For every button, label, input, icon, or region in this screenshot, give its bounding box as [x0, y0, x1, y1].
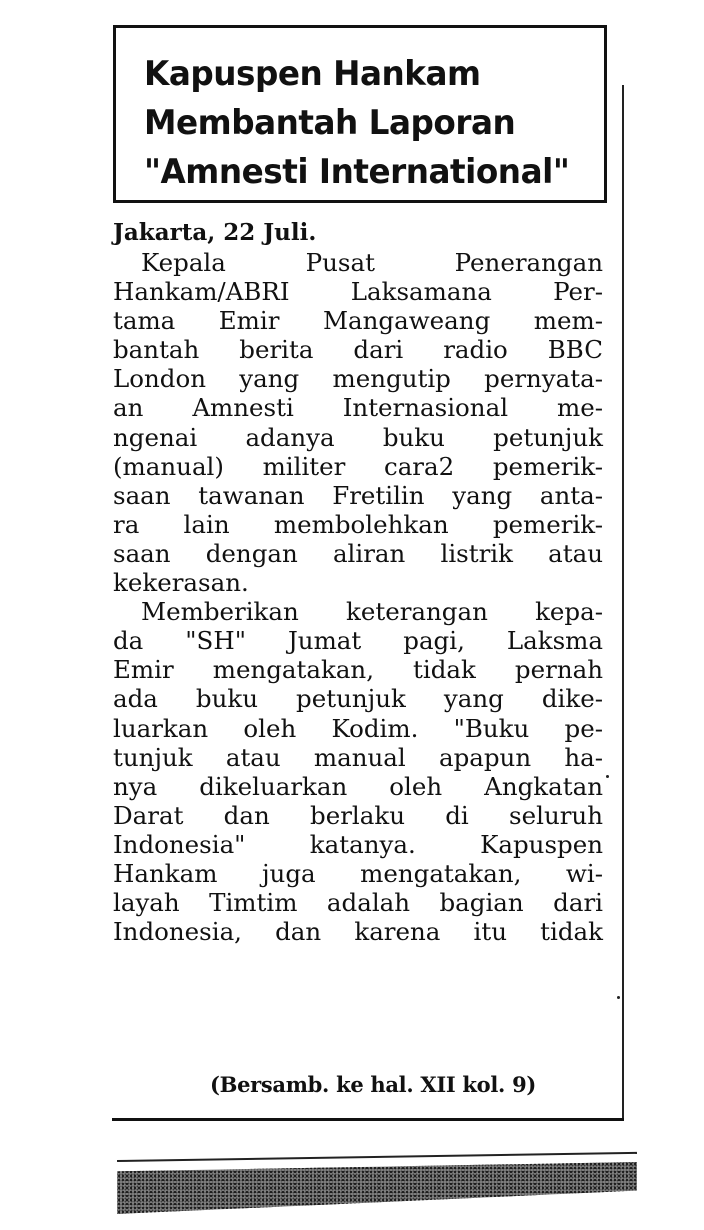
text-line: saan dengan aliran listrik atau — [113, 538, 603, 568]
text-line: layah Timtim adalah bagian dari — [113, 888, 603, 918]
text-line: luarkan oleh Kodim. "Buku pe- — [113, 713, 603, 743]
paragraph-1 — [113, 248, 603, 597]
text-line: Kepala Pusat Penerangan — [141, 248, 603, 277]
text-line: Indonesia, dan karena itu tidak — [113, 917, 603, 947]
headline-box — [113, 25, 607, 203]
text-line: tama Emir Mangaweang mem- — [113, 306, 603, 336]
text-line: Darat dan berlaku di seluruh — [113, 800, 603, 830]
column-rule — [622, 85, 624, 1120]
text-line: (manual) militer cara2 pemerik- — [113, 451, 603, 481]
text-line: kekerasan. — [113, 568, 249, 598]
text-line: tunjuk atau manual apapun ha- — [113, 742, 603, 772]
print-speck — [606, 775, 609, 778]
text-line: ra lain membolehkan pemerik- — [113, 509, 603, 539]
text-line: London yang mengutip pernyata- — [113, 364, 603, 394]
paragraph-2 — [113, 597, 603, 946]
bottom-rule — [112, 1118, 624, 1121]
headline-line-1: Kapuspen Hankam — [144, 54, 481, 94]
headline-line-2: Membantah Laporan — [144, 103, 516, 143]
text-line: saan tawanan Fretilin yang anta- — [113, 480, 603, 510]
text-line: nya dikeluarkan oleh Angkatan — [113, 771, 603, 801]
headline — [144, 50, 569, 197]
text-line: Memberikan keterangan kepa- — [141, 597, 603, 627]
halftone-edge — [117, 1152, 637, 1162]
text-line: da "SH" Jumat pagi, Laksma — [113, 626, 603, 656]
text-line: ada buku petunjuk yang dike- — [113, 684, 603, 714]
article-body — [113, 218, 603, 946]
text-line: ngenai adanya buku petunjuk — [113, 422, 603, 452]
text-line: Hankam/ABRI Laksamana Per- — [113, 277, 603, 307]
halftone-strip — [117, 1162, 637, 1214]
headline-line-3: "Amnesti International" — [144, 152, 570, 192]
print-speck — [617, 996, 620, 999]
text-line: bantah berita dari radio BBC — [113, 335, 603, 365]
dateline: Jakarta, 22 Juli. — [113, 219, 317, 246]
text-line: Hankam juga mengatakan, wi- — [113, 858, 603, 888]
text-line: Emir mengatakan, tidak pernah — [113, 655, 603, 685]
continuation-note: (Bersamb. ke hal. XII kol. 9) — [210, 1072, 537, 1097]
text-line: an Amnesti Internasional me- — [113, 393, 603, 423]
text-line: Indonesia" katanya. Kapuspen — [113, 829, 603, 859]
